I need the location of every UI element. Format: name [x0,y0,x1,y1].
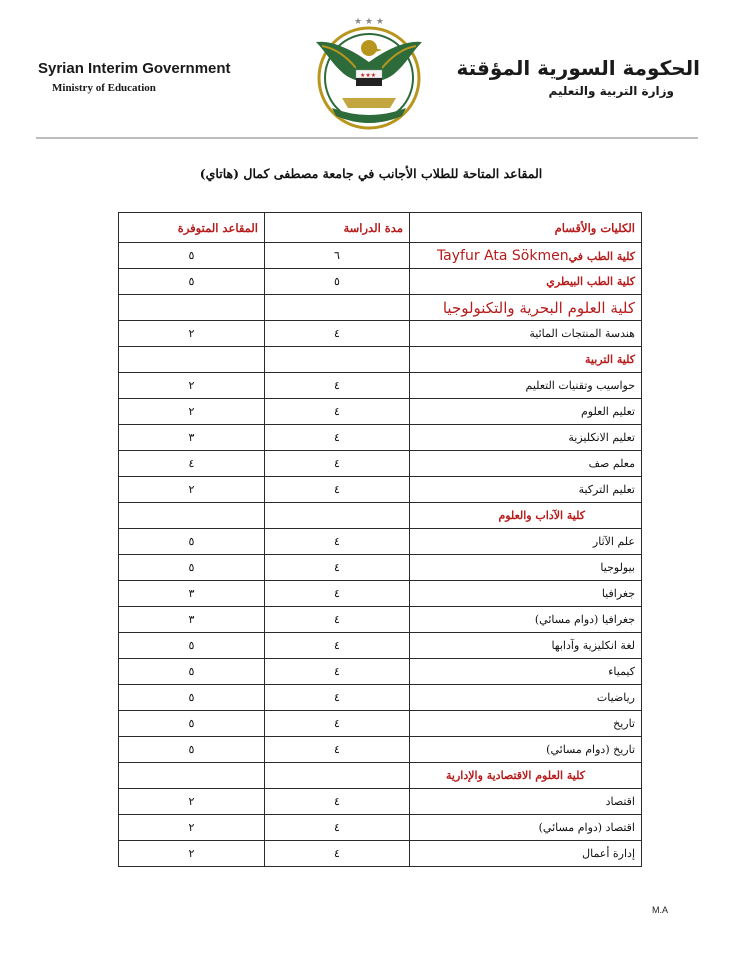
table-row [119,633,642,659]
table-row [119,451,642,477]
row-name-cell [410,789,642,815]
row-duration: ٤ [265,737,410,763]
row-name: تعليم الانكليزية [568,431,635,444]
row-name: كلية الطب البيطري [546,275,635,288]
row-name: جغرافيا [601,587,635,600]
row-name: تعليم العلوم [581,405,635,418]
row-seats: ٥ [119,711,265,737]
row-name-cell [410,373,642,399]
row-seats: ٥ [119,529,265,555]
english-ministry-subtitle: Ministry of Education [52,82,156,94]
row-name: كلية الآداب والعلوم [498,509,585,522]
english-government-title: Syrian Interim Government [38,60,231,77]
row-duration: ٤ [265,321,410,347]
row-name-cell [410,633,642,659]
row-name-cell [410,555,642,581]
row-name: كلية العلوم الاقتصادية والإدارية [446,769,585,782]
svg-text:★★★: ★★★ [360,72,377,79]
table-header-row [119,213,642,243]
row-name-cell [410,243,642,269]
row-name-cell [410,321,642,347]
row-duration [265,295,410,321]
row-name: جغرافيا (دوام مسائي) [534,613,635,626]
row-seats: ٣ [119,425,265,451]
row-name-cell [410,503,642,529]
row-seats: ٥ [119,659,265,685]
seats-table [118,212,642,867]
table-row [119,763,642,789]
row-seats: ٤ [119,451,265,477]
table-row [119,581,642,607]
table-row [119,815,642,841]
row-seats: ٣ [119,607,265,633]
row-duration [265,763,410,789]
table-row [119,659,642,685]
row-seats: ٢ [119,373,265,399]
letterhead [0,0,742,140]
table-body [119,243,642,867]
table-row [119,529,642,555]
table-row [119,425,642,451]
header-faculties-departments: الكليات والأقسام [410,213,642,243]
table-row [119,347,642,373]
row-name: كيمياء [608,665,635,678]
table-row [119,373,642,399]
row-name: معلم صف [588,457,635,470]
arabic-ministry-subtitle: وزارة التربية والتعليم [548,84,674,98]
row-name: اقتصاد [605,795,635,808]
row-duration: ٤ [265,451,410,477]
row-name: اقتصاد (دوام مسائي) [538,821,635,834]
row-seats: ٥ [119,685,265,711]
row-duration [265,347,410,373]
header-available-seats: المقاعد المتوفرة [119,213,265,243]
row-name: علم الآثار [592,535,635,548]
table-row [119,295,642,321]
row-name-cell [410,763,642,789]
row-name-cell [410,581,642,607]
row-seats: ٢ [119,815,265,841]
row-name-cell [410,685,642,711]
row-name-cell [410,269,642,295]
row-duration: ٤ [265,425,410,451]
row-duration: ٤ [265,659,410,685]
row-name: لغة انكليزية وآدابها [551,639,635,652]
row-name-cell [410,529,642,555]
row-name-cell [410,659,642,685]
row-seats: ٥ [119,555,265,581]
row-name-cell [410,425,642,451]
svg-text:★ ★ ★: ★ ★ ★ [354,17,384,27]
eagle-emblem-icon [302,12,436,132]
row-name-cell [410,815,642,841]
row-name-cell [410,607,642,633]
table-row [119,607,642,633]
row-seats [119,503,265,529]
row-duration: ٤ [265,841,410,867]
row-seats: ٢ [119,477,265,503]
row-duration: ٤ [265,555,410,581]
row-seats: ٥ [119,243,265,269]
row-duration: ٦ [265,243,410,269]
row-seats: ٥ [119,737,265,763]
row-duration: ٤ [265,633,410,659]
row-seats: ٢ [119,399,265,425]
row-name: حواسيب وتقنيات التعليم [525,379,635,392]
row-name-cell [410,295,642,321]
row-seats: ٢ [119,789,265,815]
row-seats: ٣ [119,581,265,607]
row-name-cell [410,711,642,737]
table-row [119,789,642,815]
table-row [119,269,642,295]
row-name: بيولوجيا [600,561,635,574]
row-name: تاريخ [613,717,635,730]
row-name: تاريخ (دوام مسائي) [546,743,635,756]
table-row [119,503,642,529]
row-name: هندسة المنتجات المائية [529,327,635,340]
row-name-cell [410,399,642,425]
table-row [119,555,642,581]
row-name: كلية الطب في [568,249,635,263]
row-duration: ٥ [265,269,410,295]
row-name: رياضيات [596,691,635,704]
row-duration: ٤ [265,789,410,815]
row-seats [119,347,265,373]
table-row [119,477,642,503]
row-duration: ٤ [265,711,410,737]
row-duration: ٤ [265,581,410,607]
row-duration: ٤ [265,607,410,633]
table-row [119,321,642,347]
document-title: المقاعد المتاحة للطلاب الأجانب في جامعة مصطفى كمال (هاتاي) [199,166,543,181]
row-duration: ٤ [265,373,410,399]
row-name: تعليم التركية [578,483,635,496]
row-seats [119,763,265,789]
row-duration: ٤ [265,399,410,425]
table-row [119,243,642,269]
row-name-latin: Tayfur Ata Sökmen [436,247,569,264]
row-name-cell [410,451,642,477]
arabic-government-title: الحكومة السورية المؤقتة [456,56,700,80]
table-row [119,841,642,867]
table-row [119,711,642,737]
row-seats [119,295,265,321]
row-seats: ٢ [119,841,265,867]
row-duration: ٤ [265,815,410,841]
table-row [119,685,642,711]
row-name-cell [410,477,642,503]
row-seats: ٢ [119,321,265,347]
row-seats: ٥ [119,633,265,659]
table-row [119,399,642,425]
row-name: إدارة أعمال [582,847,635,860]
footer-initials: M.A [652,905,669,915]
header-study-duration: مدة الدراسة [265,213,410,243]
row-duration: ٤ [265,477,410,503]
row-name: كلية التربية [585,353,635,366]
row-name-cell [410,841,642,867]
row-duration [265,503,410,529]
row-duration: ٤ [265,685,410,711]
row-name: كلية العلوم البحرية والتكنولوجيا [442,298,635,317]
row-name-cell [410,737,642,763]
table-row [119,737,642,763]
row-duration: ٤ [265,529,410,555]
row-name-cell [410,347,642,373]
header-divider [36,137,698,139]
row-seats: ٥ [119,269,265,295]
